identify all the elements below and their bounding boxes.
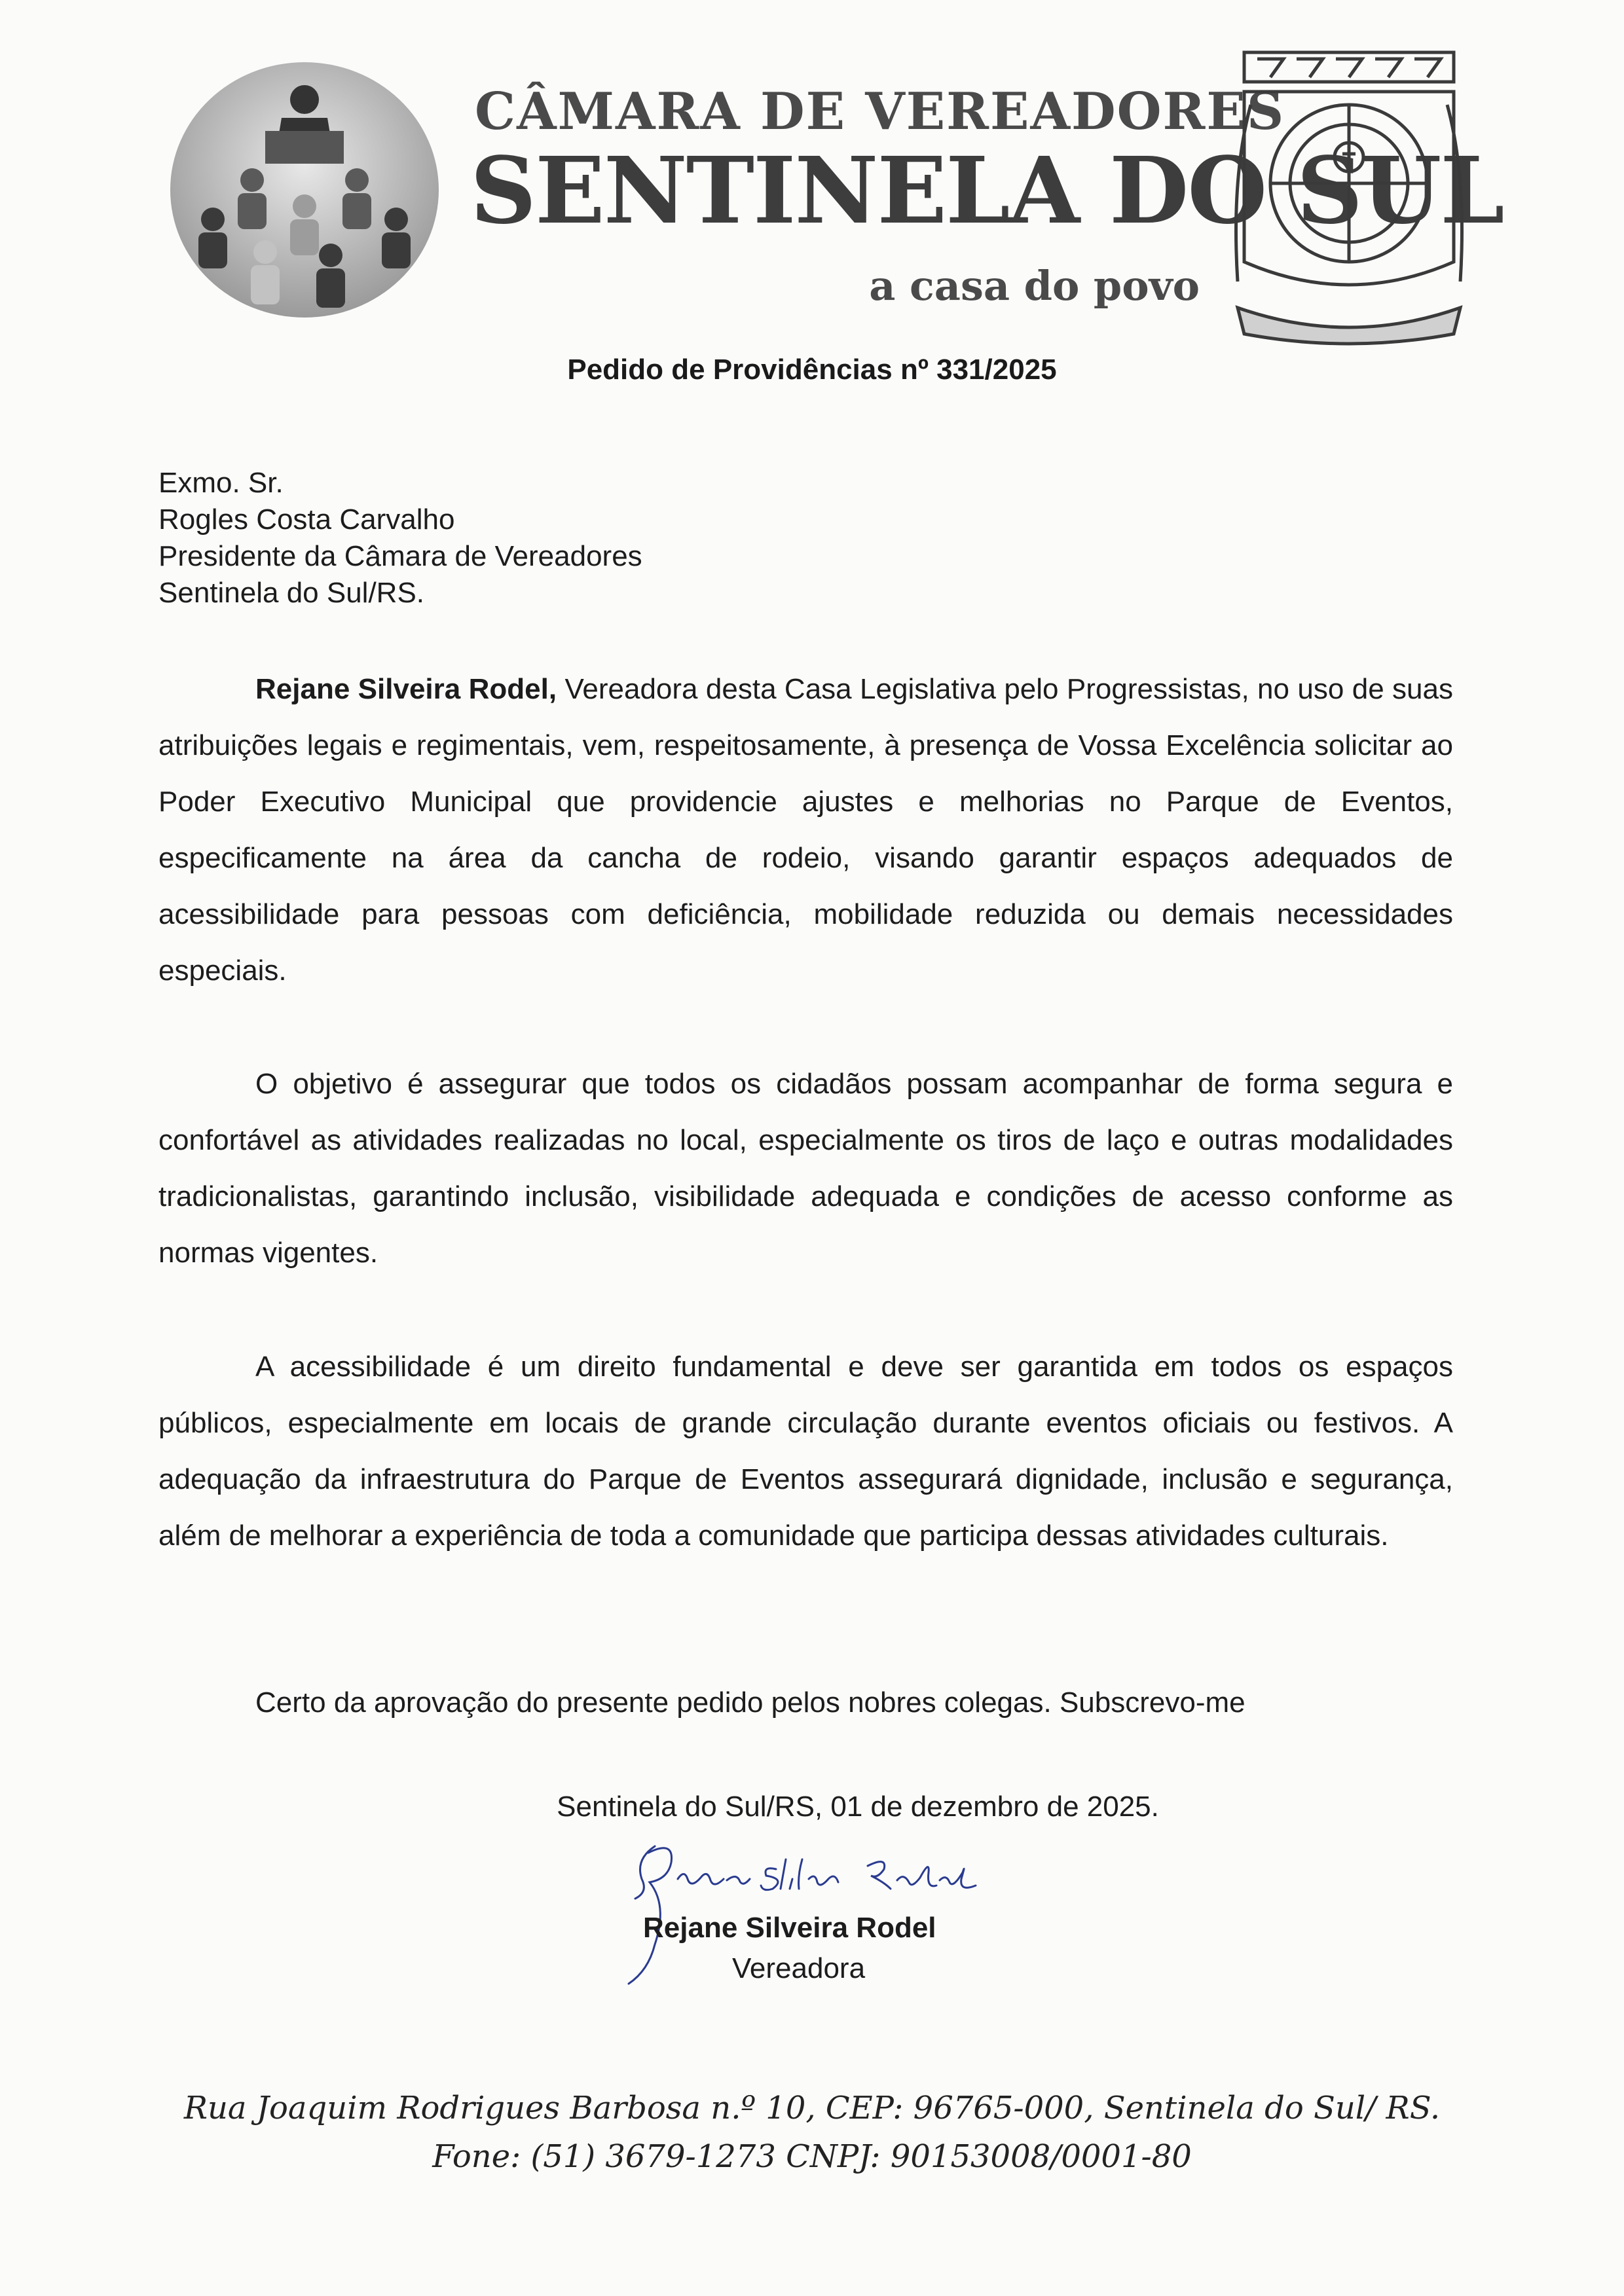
body-paragraph-1-text: Vereadora desta Casa Legislativa pelo Progressistas, no uso de suas atribuições legais e regimentais, vem, respeitosamente, à presença de Vossa Excelência solicitar ao Poder Executivo Municipal que providencie ajustes e melhorias no Parque de Eventos, especificamente na área da cancha de rodeio, visando garantir espaços adequados de acessibilidade para pessoas com deficiência, mobilidade reduzida ou demais necessidades especiais. <box>158 673 1453 987</box>
signer-name: Rejane Silveira Rodel <box>643 1912 936 1944</box>
place-date: Sentinela do Sul/RS, 01 de dezembro de 2025. <box>557 1791 1159 1823</box>
addressee-name: Rogles Costa Carvalho <box>158 503 455 536</box>
body-paragraph-1 <box>158 661 1453 999</box>
chamber-logo-icon <box>167 59 442 321</box>
letterhead-line-1: CÂMARA DE VEREADORES <box>475 82 1285 141</box>
addressee-location: Sentinela do Sul/RS. <box>158 577 425 609</box>
author-name: Rejane Silveira Rodel, <box>255 673 557 705</box>
letterhead-line-2: SENTINELA DO SUL <box>470 137 1504 245</box>
addressee-position: Presidente da Câmara de Vereadores <box>158 540 642 572</box>
document-title: Pedido de Providências nº 331/2025 <box>567 354 1057 386</box>
coat-of-arms-icon <box>1231 46 1467 347</box>
letterhead-tagline: a casa do povo <box>869 262 1200 310</box>
addressee-salutation: Exmo. Sr. <box>158 467 284 499</box>
body-paragraph-4: Certo da aprovação do presente pedido pelos nobres colegas. Subscrevo-me <box>255 1686 1246 1719</box>
body-paragraph-3: A acessibilidade é um direito fundamental e deve ser garantida em todos os espaços públicos, especialmente em locais de grande circulação durante eventos oficiais ou festivos. A adequação da infraestrutura do Parque de Eventos assegurará dignidade, inclusão e segurança, além de melhorar a experiência de toda a comunidade que participa dessas atividades culturais. <box>158 1351 1453 1552</box>
footer-contact: Fone: (51) 3679-1273 CNPJ: 90153008/0001-80 <box>432 2138 1192 2175</box>
body-paragraph-2: O objetivo é assegurar que todos os cidadãos possam acompanhar de forma segura e confortável as atividades realizadas no local, especialmente os tiros de laço e outras modalidades tradicionalistas, garantindo inclusão, visibilidade adequada e condições de acesso conforme as normas vigentes. <box>158 1068 1453 1269</box>
signer-role: Vereadora <box>732 1952 866 1984</box>
addressee-block <box>158 465 642 611</box>
footer-address: Rua Joaquim Rodrigues Barbosa n.º 10, CEP: 96765-000, Sentinela do Sul/ RS. <box>183 2090 1441 2126</box>
